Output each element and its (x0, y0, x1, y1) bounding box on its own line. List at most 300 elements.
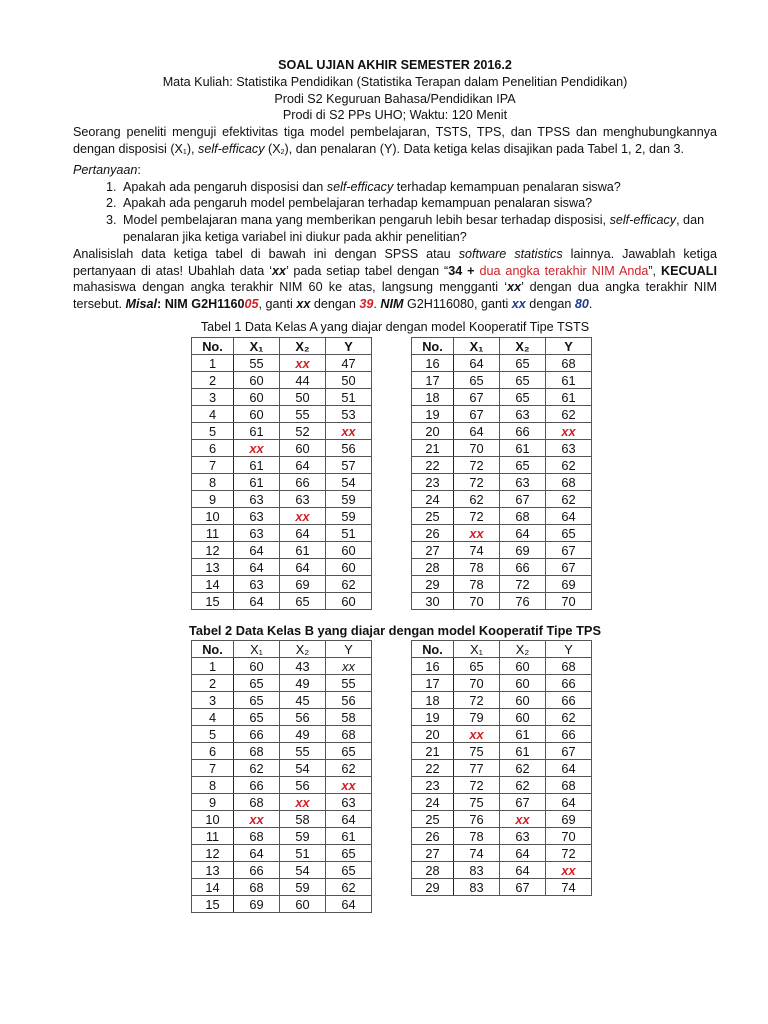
row-number: 11 (192, 828, 234, 845)
table-cell: 55 (234, 355, 280, 372)
table-row (192, 474, 372, 491)
questions-label (73, 162, 717, 179)
table-row (412, 491, 592, 508)
table-cell: 69 (546, 576, 592, 593)
question-text: Apakah ada pengaruh disposisi dan (123, 179, 327, 194)
table-cell: 62 (454, 491, 500, 508)
table-cell (326, 777, 372, 794)
table-cell: 68 (234, 828, 280, 845)
italic-term: software statistics (458, 246, 563, 261)
table-row (412, 862, 592, 879)
table-cell: 59 (326, 508, 372, 525)
question-text: , dan penalaran jika ketiga variabel ini diukur pada akhir penelitian? (123, 213, 705, 244)
table-row (412, 692, 592, 709)
intro-paragraph (73, 124, 717, 162)
table-row (412, 508, 592, 525)
column-header: Y (546, 338, 592, 355)
italic-bold: Misal (125, 297, 158, 312)
column-header: X₂ (500, 641, 546, 658)
row-number: 25 (412, 811, 454, 828)
row-number: 9 (192, 794, 234, 811)
table-cell: 83 (454, 879, 500, 896)
table-cell: 54 (280, 760, 326, 777)
row-number: 23 (412, 777, 454, 794)
column-header: X₁ (454, 641, 500, 658)
table-cell: 64 (546, 760, 592, 777)
row-number: 12 (192, 845, 234, 862)
table-row (192, 423, 372, 440)
table-cell: 75 (454, 794, 500, 811)
question-item (120, 212, 717, 246)
table-cell: 60 (500, 692, 546, 709)
header-row (412, 641, 592, 658)
table-cell: 64 (500, 845, 546, 862)
table-cell: 65 (546, 525, 592, 542)
table-row (192, 593, 372, 610)
table-cell: 63 (234, 491, 280, 508)
table-cell: 60 (234, 372, 280, 389)
table-cell: 65 (234, 709, 280, 726)
table-cell: 65 (454, 658, 500, 675)
table-cell: 61 (234, 457, 280, 474)
table-row (412, 474, 592, 491)
column-header: X₁ (454, 338, 500, 355)
table-cell: 68 (326, 726, 372, 743)
text: ’ pada setiap tabel dengan “ (286, 263, 449, 278)
table-cell: 67 (546, 542, 592, 559)
xx-placeholder: xx (561, 423, 576, 439)
row-number: 27 (412, 845, 454, 862)
table-cell: 76 (500, 593, 546, 610)
table-row (192, 355, 372, 372)
row-number: 25 (412, 508, 454, 525)
italic-term: self-efficacy (609, 213, 677, 228)
row-number: 4 (192, 406, 234, 423)
table-row (412, 440, 592, 457)
xx-placeholder: xx (515, 811, 530, 827)
table-cell: 60 (234, 658, 280, 675)
table-cell: 64 (280, 457, 326, 474)
table-row (192, 777, 372, 794)
table-cell: 54 (326, 474, 372, 491)
row-number: 20 (412, 423, 454, 440)
table-row (192, 692, 372, 709)
row-number: 22 (412, 457, 454, 474)
column-header: X₁ (234, 338, 280, 355)
table-cell: 72 (500, 576, 546, 593)
exam-title: SOAL UJIAN AKHIR SEMESTER 2016.2 (278, 58, 512, 72)
table-cell: 62 (500, 777, 546, 794)
table-cell: 53 (326, 406, 372, 423)
table1-caption: Tabel 1 Data Kelas A yang diajar dengan model Kooperatif Tipe TSTS (200, 320, 590, 334)
table1-right (411, 337, 592, 610)
table-cell: 68 (234, 879, 280, 896)
table-cell: 51 (326, 389, 372, 406)
row-number: 29 (412, 879, 454, 896)
xx-placeholder: xx (341, 777, 356, 793)
table-cell: 64 (234, 542, 280, 559)
row-number: 14 (192, 879, 234, 896)
table-cell: 67 (546, 559, 592, 576)
table-cell: 61 (500, 440, 546, 457)
table-row (412, 576, 592, 593)
table-cell: 60 (280, 440, 326, 457)
table-cell: 63 (234, 508, 280, 525)
text: ”, (648, 263, 661, 278)
table-cell: 64 (280, 525, 326, 542)
table-cell: 64 (234, 593, 280, 610)
table-cell: 68 (500, 508, 546, 525)
row-number: 15 (192, 593, 234, 610)
xx-placeholder: xx (249, 811, 264, 827)
table-cell: 78 (454, 828, 500, 845)
bold-text: KECUALI (661, 263, 717, 278)
table-cell: 70 (546, 828, 592, 845)
table-row (412, 593, 592, 610)
table-cell: 45 (280, 692, 326, 709)
table-row (412, 372, 592, 389)
table-cell: 74 (454, 845, 500, 862)
table-cell: 66 (280, 474, 326, 491)
table-row (412, 406, 592, 423)
table-cell: 68 (546, 474, 592, 491)
row-number: 30 (412, 593, 454, 610)
table2-left (191, 640, 372, 913)
question-text: terhadap kemampuan penalaran siswa? (393, 179, 621, 194)
table-row (192, 508, 372, 525)
table-cell: 62 (546, 709, 592, 726)
table-cell: 50 (326, 372, 372, 389)
table-cell: 60 (500, 709, 546, 726)
table-cell: 58 (280, 811, 326, 828)
table-cell: 72 (454, 457, 500, 474)
table-row (412, 760, 592, 777)
row-number: 28 (412, 862, 454, 879)
table-cell: 64 (326, 896, 372, 913)
table-cell: 67 (546, 743, 592, 760)
column-header: X₂ (500, 338, 546, 355)
table-cell: 60 (234, 389, 280, 406)
table-row (412, 794, 592, 811)
exam-page (73, 57, 717, 313)
table-row (192, 372, 372, 389)
italic-term: self-efficacy (326, 179, 394, 194)
table-row (192, 862, 372, 879)
row-number: 26 (412, 525, 454, 542)
table-cell: 64 (234, 845, 280, 862)
table-cell: 61 (326, 828, 372, 845)
row-number: 27 (412, 542, 454, 559)
table-row (412, 709, 592, 726)
text: : NIM G2H1160 (157, 297, 245, 312)
table-cell: 65 (500, 457, 546, 474)
table-cell (234, 440, 280, 457)
table-cell: 61 (500, 726, 546, 743)
table-row (192, 658, 372, 675)
table-cell: 60 (326, 559, 372, 576)
table-cell: 60 (234, 406, 280, 423)
subscript: 1 (182, 148, 187, 156)
table-row (192, 709, 372, 726)
row-number: 29 (412, 576, 454, 593)
table-row (412, 726, 592, 743)
intro-text: ), dan penalaran (Y). Data ketiga kelas disajikan pada Tabel 1, 2, dan 3. (284, 141, 685, 156)
row-number: 16 (412, 658, 454, 675)
italic-term: self-efficacy (198, 141, 265, 156)
table-cell: 66 (546, 692, 592, 709)
question-text: Apakah ada pengaruh model pembelajaran terhadap kemampuan penalaran siswa? (123, 196, 593, 211)
table-cell: 68 (546, 777, 592, 794)
colon: : (137, 162, 141, 177)
table-cell: 62 (326, 760, 372, 777)
text: G2H116080, ganti (403, 297, 512, 312)
table-cell: 63 (500, 406, 546, 423)
table-cell: 77 (454, 760, 500, 777)
italic-bold: NIM (380, 297, 404, 312)
exam-header (73, 57, 717, 124)
table-cell: 60 (326, 593, 372, 610)
table-cell: 65 (326, 862, 372, 879)
table-cell: 62 (326, 879, 372, 896)
table-cell: 54 (280, 862, 326, 879)
question-item (120, 179, 717, 196)
table-cell: 58 (326, 709, 372, 726)
table1-left (191, 337, 372, 610)
table-cell: 49 (280, 675, 326, 692)
row-number: 22 (412, 760, 454, 777)
table-cell (454, 525, 500, 542)
row-number: 2 (192, 675, 234, 692)
table-cell: 79 (454, 709, 500, 726)
table-cell (500, 811, 546, 828)
column-header: No. (412, 641, 454, 658)
table-cell: 64 (500, 525, 546, 542)
table-row (192, 794, 372, 811)
table-cell: 70 (546, 593, 592, 610)
row-number: 3 (192, 692, 234, 709)
table-cell: 60 (326, 542, 372, 559)
table-cell: 63 (500, 828, 546, 845)
table-cell: 55 (280, 406, 326, 423)
xx-placeholder: xx (341, 423, 356, 439)
row-number: 18 (412, 389, 454, 406)
table-cell: 51 (326, 525, 372, 542)
table-cell: 72 (454, 777, 500, 794)
table-row (192, 726, 372, 743)
time-line: Prodi di S2 PPs UHO; Waktu: 120 Menit (282, 108, 508, 123)
table-cell: 43 (280, 658, 326, 675)
table-row (192, 828, 372, 845)
text: lainnya. Jawablah ketiga pertanyaan di atas! Ubahlah data ‘ (73, 246, 717, 278)
table-cell: 52 (280, 423, 326, 440)
table-cell: 75 (454, 743, 500, 760)
table-cell: 65 (280, 593, 326, 610)
text: Analisislah data ketiga tabel di bawah ini dengan SPSS atau (73, 246, 459, 261)
table-row (412, 828, 592, 845)
table-cell: 64 (280, 559, 326, 576)
xx-placeholder: xx (296, 297, 311, 312)
question-item (120, 195, 717, 212)
xx-placeholder: xx (511, 297, 526, 312)
table-cell: 61 (280, 542, 326, 559)
table2-caption: Tabel 2 Data Kelas B yang diajar dengan model Kooperatif Tipe TPS (189, 623, 601, 638)
row-number: 8 (192, 777, 234, 794)
row-number: 24 (412, 794, 454, 811)
xx-placeholder: xx (295, 508, 310, 524)
table-cell: 66 (546, 726, 592, 743)
table-cell: 66 (500, 423, 546, 440)
program-line: Prodi S2 Keguruan Bahasa/Pendidikan IPA (274, 91, 516, 106)
table-cell: 68 (234, 743, 280, 760)
table-cell: 49 (280, 726, 326, 743)
table-cell: 67 (454, 389, 500, 406)
row-number: 10 (192, 508, 234, 525)
table-cell: 62 (326, 576, 372, 593)
xx-placeholder: xx (469, 525, 484, 541)
table-cell: 74 (454, 542, 500, 559)
table-cell: 57 (326, 457, 372, 474)
row-number: 5 (192, 423, 234, 440)
table-cell: 70 (454, 593, 500, 610)
table-row (192, 457, 372, 474)
table-cell: 69 (280, 576, 326, 593)
table-cell: 64 (546, 508, 592, 525)
table-row (412, 389, 592, 406)
table-cell: 72 (454, 508, 500, 525)
table-cell (280, 355, 326, 372)
table-row (412, 525, 592, 542)
row-number: 6 (192, 743, 234, 760)
table-cell: 65 (234, 675, 280, 692)
table-cell: 55 (280, 743, 326, 760)
table-cell: 83 (454, 862, 500, 879)
questions-label-text: Pertanyaan (73, 162, 138, 177)
table-row (412, 457, 592, 474)
table-cell: 69 (500, 542, 546, 559)
header-row (192, 641, 372, 658)
questions-list (73, 179, 717, 246)
table-cell: 68 (234, 794, 280, 811)
table-cell (546, 862, 592, 879)
table-cell: 67 (454, 406, 500, 423)
table-cell (234, 811, 280, 828)
row-number: 19 (412, 709, 454, 726)
row-number: 11 (192, 525, 234, 542)
table-cell: 56 (280, 709, 326, 726)
table-row (192, 576, 372, 593)
table-cell: 63 (280, 491, 326, 508)
table-cell: 47 (326, 355, 372, 372)
table-cell: 63 (326, 794, 372, 811)
table-row (192, 675, 372, 692)
row-number: 21 (412, 440, 454, 457)
table-cell: 59 (326, 491, 372, 508)
xx-placeholder: xx (507, 280, 522, 295)
column-header: Y (326, 641, 372, 658)
table-cell: 64 (500, 862, 546, 879)
row-number: 6 (192, 440, 234, 457)
table-cell: 62 (234, 760, 280, 777)
row-number: 17 (412, 675, 454, 692)
table-cell (326, 423, 372, 440)
table-cell: 63 (234, 525, 280, 542)
table-cell: 61 (546, 389, 592, 406)
table-row (192, 559, 372, 576)
table-cell: 61 (234, 423, 280, 440)
row-number: 1 (192, 658, 234, 675)
intro-text: ), (186, 141, 199, 156)
blue-value: 80 (574, 297, 589, 312)
table-cell: 65 (500, 372, 546, 389)
table-cell: 64 (234, 559, 280, 576)
table-cell: 59 (280, 828, 326, 845)
table-cell: 61 (500, 743, 546, 760)
table-cell: 72 (454, 692, 500, 709)
row-number: 7 (192, 457, 234, 474)
row-number: 8 (192, 474, 234, 491)
table-cell: 72 (454, 474, 500, 491)
table-cell: 51 (280, 845, 326, 862)
xx-placeholder: xx (342, 658, 355, 674)
xx-placeholder: xx (469, 726, 484, 742)
header-row (412, 338, 592, 355)
table-row (412, 658, 592, 675)
row-number: 9 (192, 491, 234, 508)
table-cell: 65 (500, 389, 546, 406)
table-row (412, 542, 592, 559)
row-number: 14 (192, 576, 234, 593)
row-number: 20 (412, 726, 454, 743)
table-cell: 70 (454, 675, 500, 692)
intro-text: (X (264, 141, 281, 156)
table-row (192, 525, 372, 542)
column-header: No. (412, 338, 454, 355)
table-cell: 69 (234, 896, 280, 913)
table-cell: 63 (546, 440, 592, 457)
table-cell: 61 (234, 474, 280, 491)
table-row (412, 845, 592, 862)
table-row (412, 675, 592, 692)
table-cell: 62 (500, 760, 546, 777)
row-number: 28 (412, 559, 454, 576)
table-cell: 44 (280, 372, 326, 389)
table-cell: 65 (500, 355, 546, 372)
red-phrase: dua angka terakhir NIM Anda (479, 263, 649, 278)
table-cell: 68 (546, 355, 592, 372)
table-cell: 64 (546, 794, 592, 811)
table-cell: 66 (234, 726, 280, 743)
table-row (412, 743, 592, 760)
table-cell: 65 (234, 692, 280, 709)
table-cell: 56 (326, 440, 372, 457)
row-number: 18 (412, 692, 454, 709)
column-header: No. (192, 641, 234, 658)
table-cell: 78 (454, 576, 500, 593)
table-row (412, 559, 592, 576)
table-cell: 66 (234, 862, 280, 879)
table-cell: 78 (454, 559, 500, 576)
table-row (412, 879, 592, 896)
table-row (412, 777, 592, 794)
table-cell: 62 (546, 406, 592, 423)
table-cell: 74 (546, 879, 592, 896)
column-header: X₂ (280, 338, 326, 355)
row-number: 12 (192, 542, 234, 559)
table-row (192, 896, 372, 913)
column-header: No. (192, 338, 234, 355)
table-cell: 65 (326, 743, 372, 760)
intro-text: Seorang peneliti menguji efektivitas tiga model pembelajaran, TSTS, TPS, dan TPSS dan menghubungkannya dengan disposisi (X (73, 125, 717, 156)
